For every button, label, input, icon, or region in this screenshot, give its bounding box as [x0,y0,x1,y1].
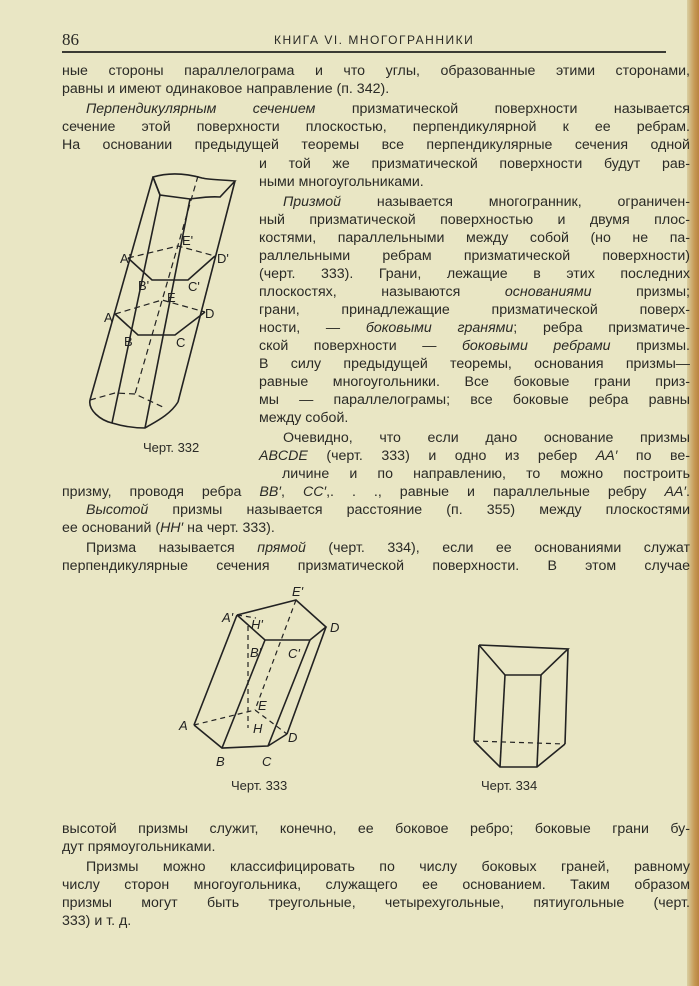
svg-text:C': C' [188,279,200,294]
text-line: высотой призмы служит, конечно, ее боковое ребро; боковые грани бу- [62,821,690,837]
svg-text:C: C [176,335,186,350]
term-bases: основаниями [504,284,592,300]
svg-text:E': E' [182,233,194,248]
text-line: перпендикулярные сечения призматической поверхности. В этом случае [62,558,690,574]
text-line: Призмы можно классифицировать по числу боковых граней, равному [86,859,690,875]
term-lateral-faces: боковыми гранями [365,320,514,336]
text-line: грани, принадлежащие призматической поверх- [259,302,690,318]
figure-334-right-prism [450,620,600,770]
svg-text:B': B' [250,645,262,660]
term: прямой [257,540,306,556]
text-line: В силу предыдущей теоремы, основания призмы— [259,356,690,372]
text-line: ный призматической поверхностью и двумя плос- [259,212,690,228]
figure-333-pentagonal-prism [160,570,360,770]
text-line: 333) и т. д. [62,913,132,929]
svg-text:D': D' [217,251,229,266]
running-head: КНИГА VI. МНОГОГРАННИКИ [274,33,475,47]
svg-text:D: D [330,620,340,635]
text-line: дут прямоугольниками. [62,839,216,855]
definition-prism: Призмой называется многогранник, ограничен- [283,194,690,210]
text-line: костями, параллельными между собой (но не па- [259,230,690,246]
text-line: между собой. [259,410,349,426]
text-line: ской поверхности — боковыми ребрами призмы. [259,338,690,354]
svg-text:B: B [124,334,133,349]
svg-text:H: H [253,721,263,736]
text-line: призму, проводя ребра BB′, CC′,. . ., равные и параллельные ребру AA′. [62,484,690,500]
figure-333-caption: Черт. 333 [231,778,288,793]
svg-text:E': E' [292,584,304,599]
svg-text:A: A [179,718,188,733]
figure-332-caption: Черт. 332 [143,440,200,455]
text-line: мы — параллелограмы; все боковые ребра равны [259,392,690,408]
figure-332-oblique-prism [60,170,260,440]
svg-text:A': A' [120,251,132,266]
text-line: призмы могут быть треугольные, четырехугольные, пятиугольные (черт. [62,895,690,911]
svg-text:A: A [104,310,113,325]
svg-text:E: E [167,290,176,305]
svg-text:E: E [258,698,267,713]
term: Призмой [283,194,342,210]
text-line: числу сторон многоугольника, служащего ее основанием. Таким образом [62,877,690,893]
text-line: сечение этой поверхности плоскостью, перпендикулярной к ее ребрам. [62,119,690,135]
svg-text:H': H' [251,617,263,632]
text-line: плоскостях, называются основаниями призмы; [259,284,690,300]
svg-text:D: D [205,306,215,321]
term: Высотой [86,502,149,518]
text-line: равны и имеют одинаковое направление (п. 342). [62,81,390,97]
svg-text:D: D [288,730,298,745]
text-line: раллельными ребрам призматической поверхности) [259,248,690,264]
text-line: ее оснований (HH′ на черт. 333). [62,520,275,536]
text-line: Очевидно, что если дано основание призмы [283,430,690,446]
text-line: ные стороны параллелограма и что углы, образованные этими сторонами, [62,63,690,79]
page-number: 86 [62,30,79,49]
definition-height: Высотой призмы называется расстояние (п. 355) между плоскостями [86,502,690,518]
header-rule [62,51,666,53]
text-line: равные многоугольники. Все боковые грани приз- [259,374,690,390]
text-line: ными многоугольниками. [259,174,424,190]
definition-perpendicular-section: Перпендикулярным сечением призматической поверхности называется [86,101,690,117]
page-header [62,30,690,50]
svg-text:A': A' [222,610,234,625]
svg-text:C': C' [288,646,300,661]
text-line: На основании предыдущей теоремы все перпендикулярные сечения одной [62,137,690,153]
term-lateral-edges: боковыми ребрами [461,338,611,354]
figure-334-caption: Черт. 334 [481,778,538,793]
svg-text:C: C [262,754,272,769]
text-line: ности, — боковыми гранями; ребра призматиче- [259,320,690,336]
svg-text:B': B' [138,278,150,293]
term: Перпендикулярным сечением [86,101,316,117]
text-line: личине и по направлению, то можно построить [282,466,690,482]
definition-right-prism: Призма называется прямой (черт. 334), если ее основаниями служат [86,540,690,556]
text-line: и той же призматической поверхности будут рав- [259,156,690,172]
text-line: (черт. 333). Грани, лежащие в этих последних [259,266,690,282]
text-line: ABCDE (черт. 333) и одно из ребер AA′ по ве- [259,448,691,464]
svg-text:B: B [216,754,225,769]
